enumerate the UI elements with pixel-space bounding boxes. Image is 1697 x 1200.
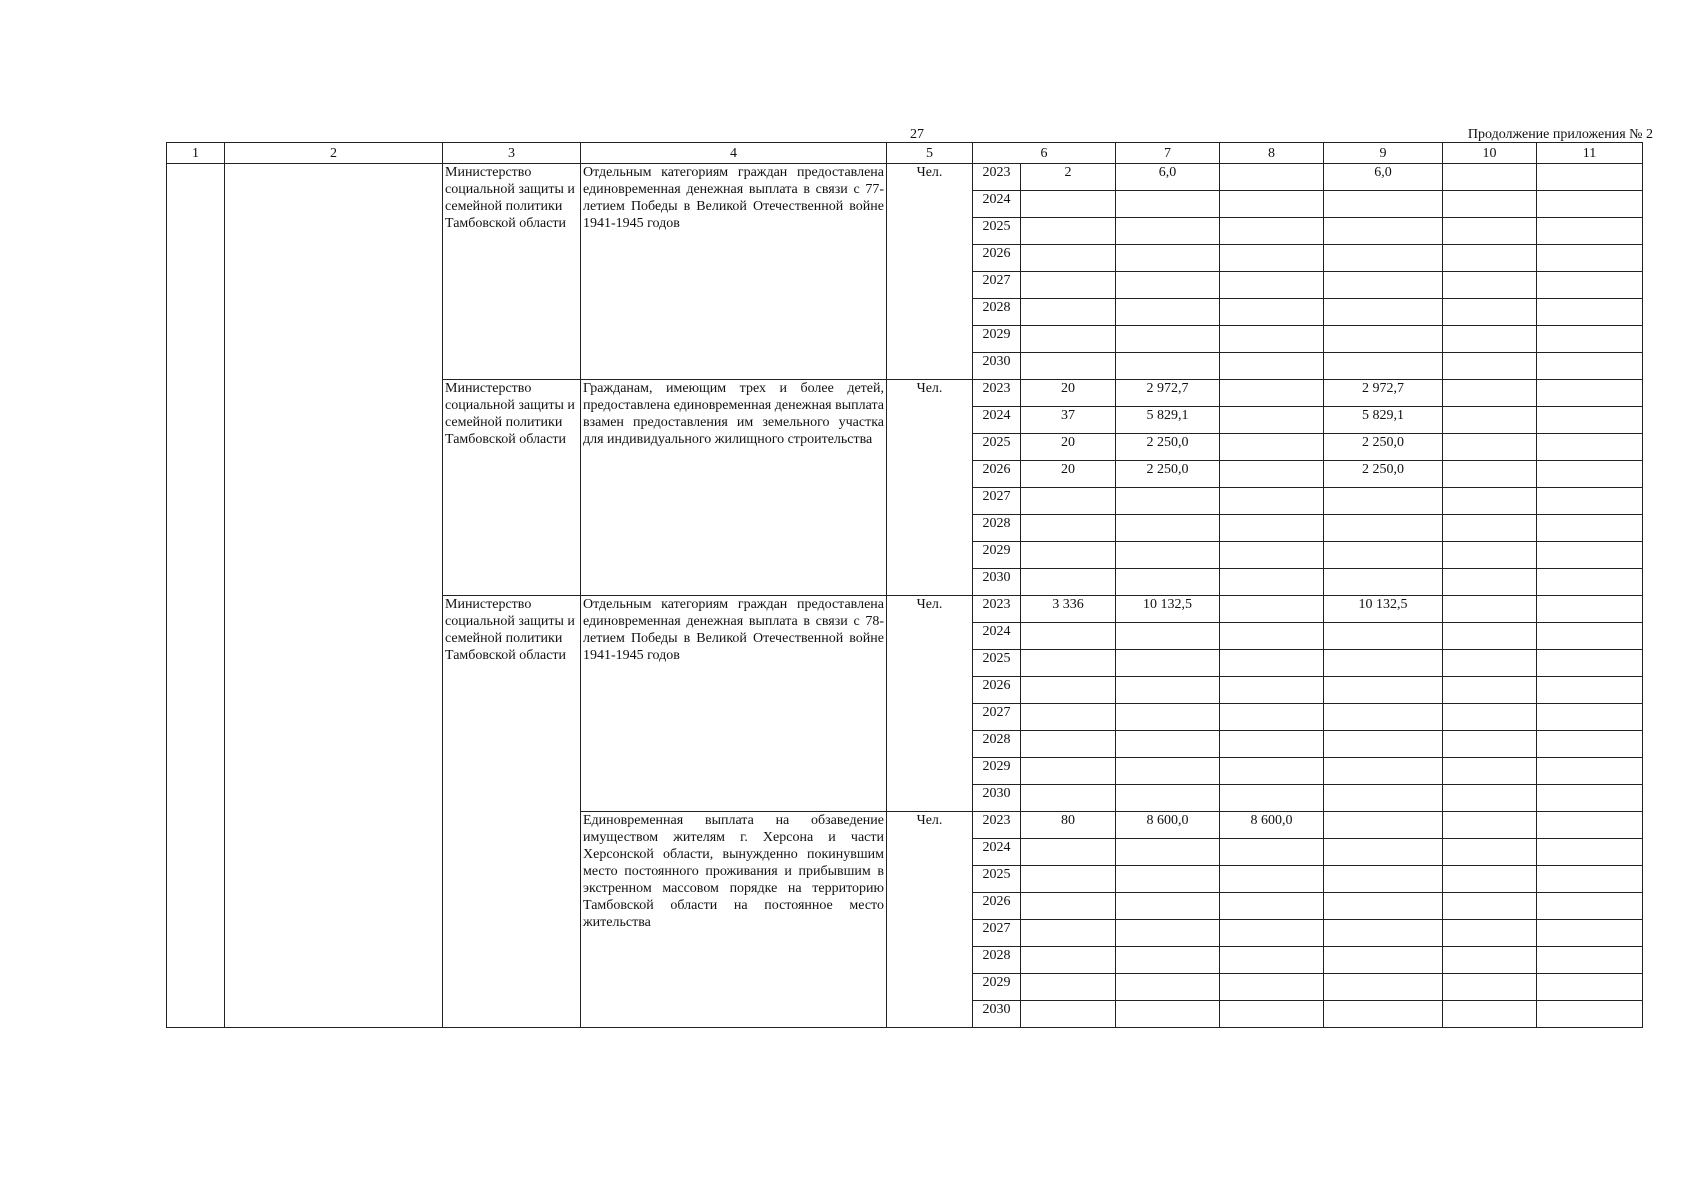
value-cell-col9 <box>1324 947 1443 974</box>
year-cell: 2030 <box>973 569 1021 596</box>
value-cell-col7 <box>1116 1001 1220 1028</box>
year-cell: 2026 <box>973 245 1021 272</box>
value-cell-col10 <box>1443 812 1537 839</box>
value-cell-col10 <box>1443 164 1537 191</box>
value-cell-col7 <box>1116 839 1220 866</box>
value-cell-col10 <box>1443 731 1537 758</box>
value-cell-col10 <box>1443 974 1537 1001</box>
value-cell-col7: 2 972,7 <box>1116 380 1220 407</box>
value-cell-col8 <box>1220 650 1324 677</box>
value-cell-col10 <box>1443 488 1537 515</box>
value-cell-col11 <box>1537 380 1643 407</box>
value-cell-col11 <box>1537 218 1643 245</box>
value-cell-col6: 20 <box>1021 434 1116 461</box>
value-cell-col10 <box>1443 650 1537 677</box>
value-cell-col6 <box>1021 947 1116 974</box>
value-cell-col7 <box>1116 731 1220 758</box>
value-cell-col6 <box>1021 515 1116 542</box>
value-cell-col7 <box>1116 542 1220 569</box>
year-cell: 2024 <box>973 623 1021 650</box>
value-cell-col9 <box>1324 866 1443 893</box>
value-cell-col10 <box>1443 758 1537 785</box>
value-cell-col7 <box>1116 353 1220 380</box>
value-cell-col6 <box>1021 623 1116 650</box>
value-cell-col7 <box>1116 245 1220 272</box>
unit-cell: Чел. <box>887 812 973 1028</box>
value-cell-col7 <box>1116 650 1220 677</box>
year-cell: 2023 <box>973 380 1021 407</box>
value-cell-col8 <box>1220 1001 1324 1028</box>
value-cell-col6 <box>1021 326 1116 353</box>
value-cell-col6 <box>1021 704 1116 731</box>
value-cell-col11 <box>1537 353 1643 380</box>
unit-cell: Чел. <box>887 596 973 812</box>
year-cell: 2029 <box>973 542 1021 569</box>
value-cell-col8 <box>1220 623 1324 650</box>
value-cell-col11 <box>1537 650 1643 677</box>
value-cell-col11 <box>1537 839 1643 866</box>
value-cell-col11 <box>1537 569 1643 596</box>
value-cell-col10 <box>1443 272 1537 299</box>
value-cell-col11 <box>1537 461 1643 488</box>
column-number-10: 10 <box>1443 143 1537 164</box>
value-cell-col8 <box>1220 974 1324 1001</box>
value-cell-col7 <box>1116 785 1220 812</box>
value-cell-col11 <box>1537 488 1643 515</box>
value-cell-col9: 5 829,1 <box>1324 407 1443 434</box>
value-cell-col6 <box>1021 839 1116 866</box>
value-cell-col11 <box>1537 812 1643 839</box>
value-cell-col11 <box>1537 1001 1643 1028</box>
value-cell-col6 <box>1021 542 1116 569</box>
value-cell-col10 <box>1443 461 1537 488</box>
year-cell: 2026 <box>973 677 1021 704</box>
value-cell-col8 <box>1220 299 1324 326</box>
value-cell-col6 <box>1021 731 1116 758</box>
value-cell-col6: 3 336 <box>1021 596 1116 623</box>
value-cell-col10 <box>1443 839 1537 866</box>
year-cell: 2027 <box>973 920 1021 947</box>
value-cell-col10 <box>1443 1001 1537 1028</box>
value-cell-col9 <box>1324 812 1443 839</box>
value-cell-col11 <box>1537 191 1643 218</box>
value-cell-col8 <box>1220 353 1324 380</box>
value-cell-col9 <box>1324 731 1443 758</box>
value-cell-col11 <box>1537 434 1643 461</box>
value-cell-col8 <box>1220 272 1324 299</box>
value-cell-col11 <box>1537 515 1643 542</box>
value-cell-col7 <box>1116 704 1220 731</box>
value-cell-col10 <box>1443 920 1537 947</box>
value-cell-col10 <box>1443 353 1537 380</box>
value-cell-col8 <box>1220 704 1324 731</box>
value-cell-col7: 2 250,0 <box>1116 461 1220 488</box>
unit-cell: Чел. <box>887 380 973 596</box>
value-cell-col7: 8 600,0 <box>1116 812 1220 839</box>
value-cell-col9: 10 132,5 <box>1324 596 1443 623</box>
value-cell-col6 <box>1021 1001 1116 1028</box>
value-cell-col8 <box>1220 191 1324 218</box>
value-cell-col8 <box>1220 326 1324 353</box>
value-cell-col9 <box>1324 191 1443 218</box>
year-cell: 2030 <box>973 785 1021 812</box>
value-cell-col7 <box>1116 974 1220 1001</box>
value-cell-col9: 2 972,7 <box>1324 380 1443 407</box>
value-cell-col11 <box>1537 677 1643 704</box>
agency-cell: Министерство социальной защиты и семейной политики Тамбовской области <box>443 596 581 1028</box>
value-cell-col11 <box>1537 596 1643 623</box>
value-cell-col11 <box>1537 326 1643 353</box>
appendix-continuation-label: Продолжение приложения № 2 <box>1467 127 1653 142</box>
value-cell-col10 <box>1443 542 1537 569</box>
value-cell-col8 <box>1220 245 1324 272</box>
value-cell-col6 <box>1021 974 1116 1001</box>
value-cell-col11 <box>1537 704 1643 731</box>
value-cell-col7 <box>1116 191 1220 218</box>
value-cell-col6 <box>1021 353 1116 380</box>
value-cell-col8 <box>1220 785 1324 812</box>
year-cell: 2025 <box>973 218 1021 245</box>
value-cell-col8 <box>1220 677 1324 704</box>
value-cell-col11 <box>1537 623 1643 650</box>
value-cell-col7 <box>1116 326 1220 353</box>
value-cell-col6 <box>1021 569 1116 596</box>
value-cell-col6 <box>1021 191 1116 218</box>
value-cell-col10 <box>1443 677 1537 704</box>
column-number-2: 2 <box>225 143 443 164</box>
value-cell-col7 <box>1116 677 1220 704</box>
value-cell-col10 <box>1443 191 1537 218</box>
column-number-5: 5 <box>887 143 973 164</box>
year-cell: 2026 <box>973 461 1021 488</box>
value-cell-col7 <box>1116 299 1220 326</box>
value-cell-col10 <box>1443 785 1537 812</box>
value-cell-col9: 2 250,0 <box>1324 434 1443 461</box>
value-cell-col10 <box>1443 299 1537 326</box>
value-cell-col9 <box>1324 785 1443 812</box>
measure-description: Единовременная выплата на обзаведение имуществом жителям г. Херсона и части Херсонской области, вынужденно покинувшим место постоянного проживания и прибывшим в экстренном массовом порядке на территорию Тамбовской области на постоянное место жительства <box>581 812 887 1028</box>
appendix-table <box>166 142 1643 1028</box>
year-cell: 2023 <box>973 812 1021 839</box>
year-cell: 2030 <box>973 1001 1021 1028</box>
value-cell-col6 <box>1021 299 1116 326</box>
year-cell: 2024 <box>973 839 1021 866</box>
value-cell-col11 <box>1537 731 1643 758</box>
value-cell-col6 <box>1021 650 1116 677</box>
value-cell-col7 <box>1116 218 1220 245</box>
year-cell: 2025 <box>973 866 1021 893</box>
value-cell-col9: 6,0 <box>1324 164 1443 191</box>
value-cell-col11 <box>1537 893 1643 920</box>
column-number-11: 11 <box>1537 143 1643 164</box>
value-cell-col11 <box>1537 272 1643 299</box>
value-cell-col10 <box>1443 380 1537 407</box>
value-cell-col7 <box>1116 893 1220 920</box>
year-cell: 2026 <box>973 893 1021 920</box>
column-number-3: 3 <box>443 143 581 164</box>
value-cell-col9 <box>1324 353 1443 380</box>
value-cell-col6 <box>1021 785 1116 812</box>
value-cell-col8 <box>1220 461 1324 488</box>
value-cell-col8 <box>1220 947 1324 974</box>
page-number: 27 <box>910 127 924 142</box>
value-cell-col11 <box>1537 164 1643 191</box>
value-cell-col11 <box>1537 947 1643 974</box>
year-cell: 2029 <box>973 326 1021 353</box>
value-cell-col6 <box>1021 488 1116 515</box>
value-cell-col9: 2 250,0 <box>1324 461 1443 488</box>
value-cell-col8 <box>1220 758 1324 785</box>
column-number-9: 9 <box>1324 143 1443 164</box>
value-cell-col6 <box>1021 920 1116 947</box>
value-cell-col10 <box>1443 596 1537 623</box>
value-cell-col7 <box>1116 920 1220 947</box>
column-1-cell <box>167 164 225 1028</box>
value-cell-col6 <box>1021 893 1116 920</box>
value-cell-col9 <box>1324 677 1443 704</box>
year-cell: 2029 <box>973 758 1021 785</box>
value-cell-col11 <box>1537 866 1643 893</box>
column-number-8: 8 <box>1220 143 1324 164</box>
value-cell-col10 <box>1443 623 1537 650</box>
value-cell-col11 <box>1537 785 1643 812</box>
year-cell: 2025 <box>973 434 1021 461</box>
value-cell-col7 <box>1116 569 1220 596</box>
column-number-6: 6 <box>973 143 1116 164</box>
value-cell-col11 <box>1537 542 1643 569</box>
year-cell: 2028 <box>973 515 1021 542</box>
value-cell-col6 <box>1021 677 1116 704</box>
value-cell-col9 <box>1324 569 1443 596</box>
column-number-row <box>167 143 1643 164</box>
value-cell-col9 <box>1324 839 1443 866</box>
table-row <box>167 164 1643 191</box>
value-cell-col10 <box>1443 434 1537 461</box>
year-cell: 2027 <box>973 272 1021 299</box>
value-cell-col11 <box>1537 407 1643 434</box>
value-cell-col8 <box>1220 380 1324 407</box>
measure-description: Отдельным категориям граждан предоставлена единовременная денежная выплата в связи с 78-летием Победы в Великой Отечественной войне 1941-1945 годов <box>581 596 887 812</box>
year-cell: 2025 <box>973 650 1021 677</box>
value-cell-col8 <box>1220 515 1324 542</box>
value-cell-col8 <box>1220 488 1324 515</box>
value-cell-col6: 2 <box>1021 164 1116 191</box>
value-cell-col8 <box>1220 893 1324 920</box>
measure-description: Гражданам, имеющим трех и более детей, предоставлена единовременная денежная выплата взамен предоставления им земельного участка для индивидуального жилищного строительства <box>581 380 887 596</box>
value-cell-col9 <box>1324 893 1443 920</box>
value-cell-col7: 5 829,1 <box>1116 407 1220 434</box>
value-cell-col6 <box>1021 218 1116 245</box>
value-cell-col9 <box>1324 245 1443 272</box>
value-cell-col8: 8 600,0 <box>1220 812 1324 839</box>
value-cell-col7: 10 132,5 <box>1116 596 1220 623</box>
value-cell-col9 <box>1324 515 1443 542</box>
year-cell: 2030 <box>973 353 1021 380</box>
value-cell-col8 <box>1220 920 1324 947</box>
year-cell: 2023 <box>973 164 1021 191</box>
value-cell-col9 <box>1324 1001 1443 1028</box>
value-cell-col7 <box>1116 866 1220 893</box>
value-cell-col10 <box>1443 218 1537 245</box>
value-cell-col6 <box>1021 272 1116 299</box>
value-cell-col11 <box>1537 974 1643 1001</box>
year-cell: 2028 <box>973 731 1021 758</box>
year-cell: 2029 <box>973 974 1021 1001</box>
value-cell-col6: 20 <box>1021 461 1116 488</box>
value-cell-col8 <box>1220 596 1324 623</box>
value-cell-col9 <box>1324 299 1443 326</box>
value-cell-col10 <box>1443 245 1537 272</box>
value-cell-col6 <box>1021 758 1116 785</box>
year-cell: 2024 <box>973 191 1021 218</box>
value-cell-col9 <box>1324 326 1443 353</box>
value-cell-col9 <box>1324 488 1443 515</box>
year-cell: 2028 <box>973 947 1021 974</box>
value-cell-col8 <box>1220 569 1324 596</box>
value-cell-col10 <box>1443 569 1537 596</box>
value-cell-col6 <box>1021 866 1116 893</box>
value-cell-col9 <box>1324 920 1443 947</box>
unit-cell: Чел. <box>887 164 973 380</box>
year-cell: 2023 <box>973 596 1021 623</box>
column-number-7: 7 <box>1116 143 1220 164</box>
value-cell-col10 <box>1443 893 1537 920</box>
value-cell-col8 <box>1220 434 1324 461</box>
value-cell-col6: 20 <box>1021 380 1116 407</box>
measure-description: Отдельным категориям граждан предоставлена единовременная денежная выплата в связи с 77-летием Победы в Великой Отечественной войне 1941-1945 годов <box>581 164 887 380</box>
value-cell-col8 <box>1220 164 1324 191</box>
value-cell-col10 <box>1443 866 1537 893</box>
value-cell-col10 <box>1443 704 1537 731</box>
value-cell-col6: 80 <box>1021 812 1116 839</box>
column-2-cell <box>225 164 443 1028</box>
column-number-4: 4 <box>581 143 887 164</box>
year-cell: 2024 <box>973 407 1021 434</box>
year-cell: 2027 <box>973 704 1021 731</box>
value-cell-col9 <box>1324 272 1443 299</box>
value-cell-col7 <box>1116 623 1220 650</box>
value-cell-col9 <box>1324 974 1443 1001</box>
value-cell-col7: 2 250,0 <box>1116 434 1220 461</box>
value-cell-col11 <box>1537 245 1643 272</box>
value-cell-col9 <box>1324 542 1443 569</box>
agency-cell: Министерство социальной защиты и семейной политики Тамбовской области <box>443 164 581 380</box>
year-cell: 2027 <box>973 488 1021 515</box>
value-cell-col10 <box>1443 947 1537 974</box>
value-cell-col11 <box>1537 920 1643 947</box>
value-cell-col8 <box>1220 839 1324 866</box>
column-number-1: 1 <box>167 143 225 164</box>
value-cell-col10 <box>1443 515 1537 542</box>
value-cell-col10 <box>1443 407 1537 434</box>
value-cell-col7 <box>1116 758 1220 785</box>
value-cell-col10 <box>1443 326 1537 353</box>
value-cell-col8 <box>1220 407 1324 434</box>
value-cell-col8 <box>1220 866 1324 893</box>
value-cell-col8 <box>1220 542 1324 569</box>
agency-cell: Министерство социальной защиты и семейной политики Тамбовской области <box>443 380 581 596</box>
value-cell-col7 <box>1116 272 1220 299</box>
value-cell-col9 <box>1324 650 1443 677</box>
year-cell: 2028 <box>973 299 1021 326</box>
value-cell-col8 <box>1220 731 1324 758</box>
value-cell-col11 <box>1537 299 1643 326</box>
table-body <box>167 143 1643 1028</box>
value-cell-col7: 6,0 <box>1116 164 1220 191</box>
value-cell-col8 <box>1220 218 1324 245</box>
value-cell-col7 <box>1116 515 1220 542</box>
value-cell-col6 <box>1021 245 1116 272</box>
value-cell-col7 <box>1116 488 1220 515</box>
value-cell-col9 <box>1324 218 1443 245</box>
value-cell-col7 <box>1116 947 1220 974</box>
value-cell-col6: 37 <box>1021 407 1116 434</box>
value-cell-col9 <box>1324 623 1443 650</box>
value-cell-col11 <box>1537 758 1643 785</box>
value-cell-col9 <box>1324 758 1443 785</box>
value-cell-col9 <box>1324 704 1443 731</box>
